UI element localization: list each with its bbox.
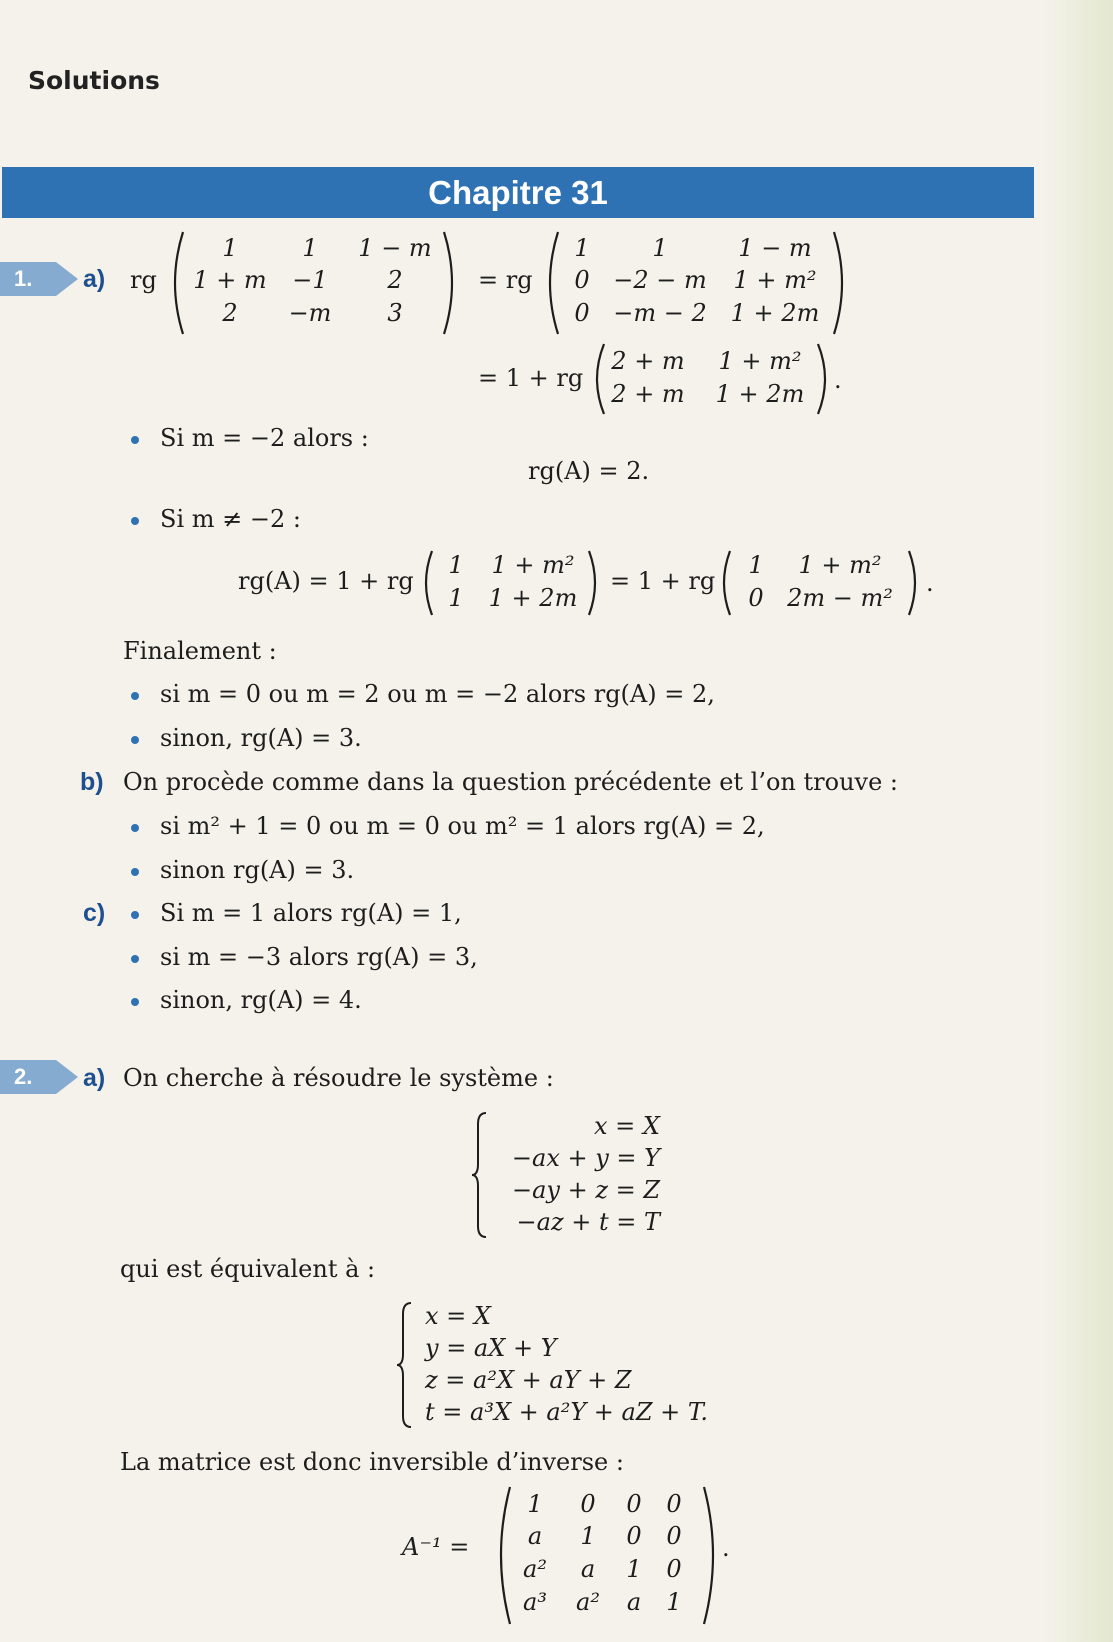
right-paren [440,228,462,338]
matrix-cell: a³ [523,1588,547,1616]
right-paren [585,547,603,619]
system-equation: −ay + z = Z [511,1176,660,1204]
system-equation: y = aX + Y [425,1334,557,1362]
running-head: Solutions [28,66,160,95]
equals-one-plus-rank: = 1 + rg [610,567,716,595]
matrix-cell: a [626,1588,642,1616]
part-label: a) [83,265,106,293]
matrix-cell: a² [523,1555,547,1583]
bullet [131,955,139,963]
matrix-cell: 2 [387,266,403,294]
part-label: a) [83,1064,106,1092]
part-intro: On cherche à résoudre le système : [123,1064,554,1092]
bullet [131,911,139,919]
matrix-cell: a [580,1555,596,1583]
exercise-number: 2. [14,1064,33,1089]
inverse-lhs: A⁻¹ = [402,1533,470,1561]
matrix-cell: 1 [527,1490,543,1518]
right-paren [814,340,834,418]
matrix-cell: 0 [580,1490,596,1518]
matrix-cell: 1 + 2m [715,380,805,408]
matrix-cell: 0 [574,266,590,294]
bullet [131,824,139,832]
matrix-cell: a² [576,1588,600,1616]
exercise-badge [0,262,78,296]
matrix-cell: 0 [626,1522,642,1550]
matrix-cell: 1 [626,1555,642,1583]
bullet [131,517,139,525]
matrix-cell: 1 + m² [491,551,575,579]
result-item: Si m = 1 alors rg(A) = 1, [160,899,462,927]
system-equation: −az + t = T [516,1208,660,1236]
left-paren [418,547,436,619]
result-item: sinon, rg(A) = 4. [160,986,362,1014]
matrix-cell: 1 [448,584,464,612]
part-label: c) [83,899,106,927]
part-intro: On procède comme dans la question précédente et l’on trouve : [123,768,899,796]
result-item: sinon rg(A) = 3. [160,856,355,884]
part-label: b) [80,768,104,796]
matrix-cell: 2 [222,299,238,327]
matrix-cell: 1 + m² [718,347,802,375]
left-paren [588,340,608,418]
period: . [834,366,842,394]
matrix-cell: 1 + m [193,266,267,294]
right-paren [830,228,852,338]
matrix-cell: 0 [574,299,590,327]
matrix-cell: −m − 2 [613,299,707,327]
left-paren [716,547,734,619]
conclusion-text: La matrice est donc inversible d’inverse : [120,1448,624,1476]
exercise-badge [0,1060,78,1094]
matrix-cell: 1 [580,1522,596,1550]
matrix-cell: 2m − m² [787,584,893,612]
matrix-cell: 0 [626,1490,642,1518]
matrix-cell: 0 [666,1522,682,1550]
matrix-cell: −m [288,299,332,327]
matrix-cell: 1 [222,234,238,262]
result-item: si m² + 1 = 0 ou m = 0 ou m² = 1 alors rg(A) = 2, [160,812,765,840]
equals-rank: = rg [478,266,533,294]
matrix-cell: 1 − m [358,234,432,262]
matrix-cell: 1 + 2m [730,299,820,327]
matrix-cell: 2 + m [611,380,685,408]
matrix-cell: 1 + 2m [488,584,578,612]
case-result: rg(A) = 2. [528,457,650,485]
bullet [131,436,139,444]
matrix-cell: 1 + m² [798,551,882,579]
case-text: Si m ≠ −2 : [160,505,301,533]
conclusion-label: Finalement : [123,637,277,665]
left-paren [490,1483,514,1628]
matrix-cell: 1 [302,234,318,262]
system-equation: t = a³X + a²Y + aZ + T. [425,1398,708,1426]
matrix-cell: a [527,1522,543,1550]
left-brace [395,1300,415,1430]
matrix-cell: 1 − m [738,234,812,262]
system-equation: x = X [425,1302,491,1330]
left-paren [165,228,187,338]
matrix-cell: −2 − m [613,266,707,294]
conclusion-item: si m = 0 ou m = 2 ou m = −2 alors rg(A) = 2, [160,680,715,708]
system-equation: x = X [594,1112,660,1140]
exercise-number: 1. [14,266,33,291]
bullet [131,868,139,876]
matrix-cell: 0 [666,1490,682,1518]
equivalence-text: qui est équivalent à : [120,1255,376,1283]
period: . [926,569,934,597]
matrix-cell: 0 [748,584,764,612]
bullet [131,692,139,700]
right-paren [905,547,923,619]
page-edge-shade [1043,0,1113,1642]
left-paren [540,228,562,338]
left-brace [470,1110,490,1240]
matrix-cell: −1 [292,266,328,294]
period: . [722,1534,730,1562]
matrix-cell: 1 [748,551,764,579]
matrix-cell: 1 [448,551,464,579]
conclusion-item: sinon, rg(A) = 3. [160,724,362,752]
matrix-cell: 1 + m² [733,266,817,294]
matrix-cell: 3 [387,299,403,327]
bullet [131,736,139,744]
matrix-cell: 2 + m [611,347,685,375]
matrix-cell: 1 [652,234,668,262]
matrix-cell: 1 [574,234,590,262]
result-item: si m = −3 alors rg(A) = 3, [160,943,478,971]
bullet [131,998,139,1006]
right-paren [700,1483,724,1628]
chapter-title: Chapitre 31 [2,167,1034,218]
case-lhs: rg(A) = 1 + rg [238,567,414,595]
rank-operator: rg [130,266,157,294]
equals-one-plus-rank: = 1 + rg [478,364,584,392]
system-equation: z = a²X + aY + Z [425,1366,632,1394]
system-equation: −ax + y = Y [511,1144,660,1172]
matrix-cell: 0 [666,1555,682,1583]
case-text: Si m = −2 alors : [160,424,369,452]
matrix-cell: 1 [666,1588,682,1616]
